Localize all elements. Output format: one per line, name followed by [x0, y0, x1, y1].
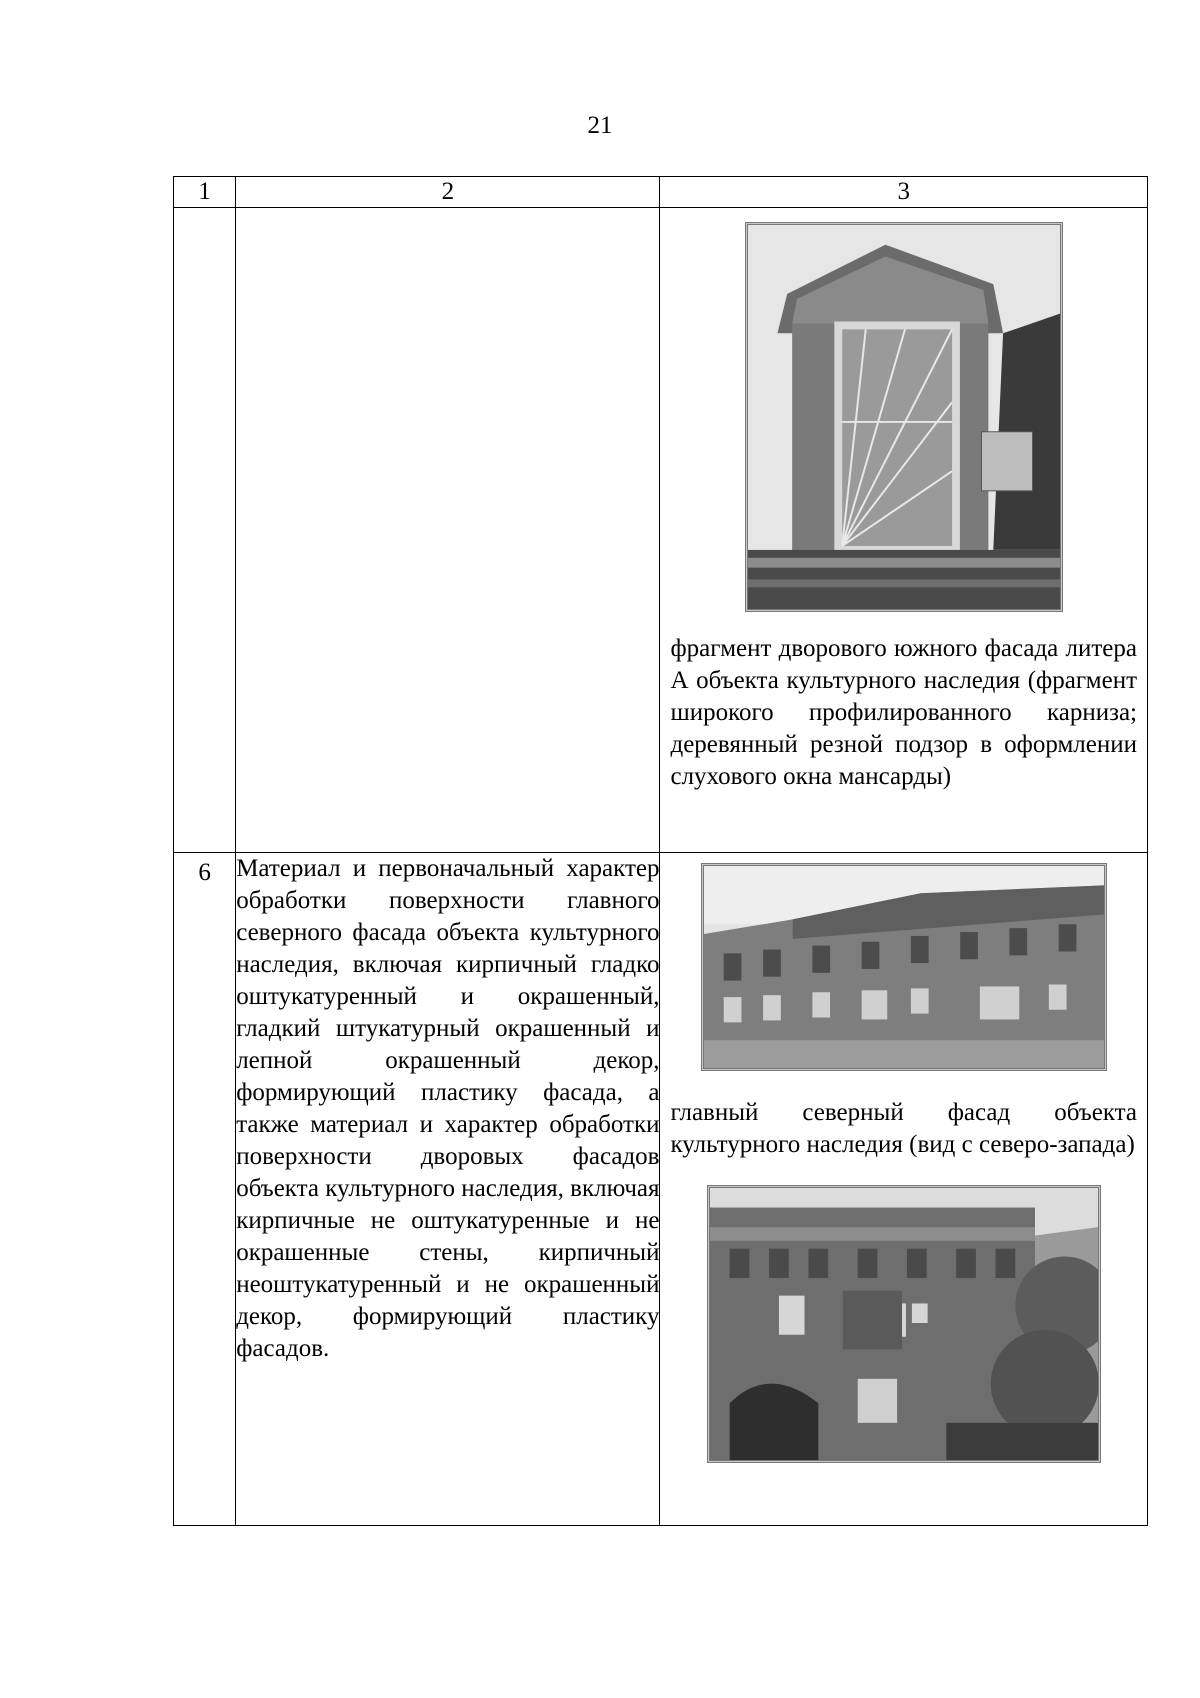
photo-caption: фрагмент дворового южного фасада литера А объекта культурного наследия (фрагмент широкого профилированного карниза; деревянный резной подзор в оформлении слухового окна мансарды) — [670, 635, 1137, 790]
row-photos-cell — [660, 208, 1148, 853]
page-number: 21 — [587, 112, 613, 139]
photo-caption: главный северный фасад объекта культурного наследия (вид с северо-запада) — [670, 1099, 1137, 1158]
row-number — [174, 208, 236, 853]
header-col-3: 3 — [660, 177, 1148, 208]
header-col-2: 2 — [236, 177, 660, 208]
photo-north-facade — [701, 863, 1107, 1071]
row-number: 6 — [174, 853, 236, 1526]
table-row — [174, 853, 1148, 1526]
table-row — [174, 208, 1148, 853]
row-description: Материал и первоначальный характер обработки поверхности главного северного фасада объекта культурного наследия, включая кирпичный гладко оштукатуренный и окрашенный, гладкий штукатурный окрашенный и лепной окрашенный декор, формирующий пластику фасада, а также материал и характер обработки поверхности дворовых фасадов объекта культурного наследия, включая кирпичные не оштукатуренные и не окрашенные стены, кирпичный неоштукатуренный и не окрашенный декор, формирующий пластику фасадов. — [236, 853, 660, 1526]
table-header-row — [174, 177, 1148, 208]
photo-dormer-window — [745, 222, 1063, 612]
row-photos-cell — [660, 853, 1148, 1526]
header-col-1: 1 — [174, 177, 236, 208]
photo-courtyard-facade — [707, 1185, 1101, 1463]
row-description — [236, 208, 660, 853]
heritage-table — [173, 176, 1148, 1526]
